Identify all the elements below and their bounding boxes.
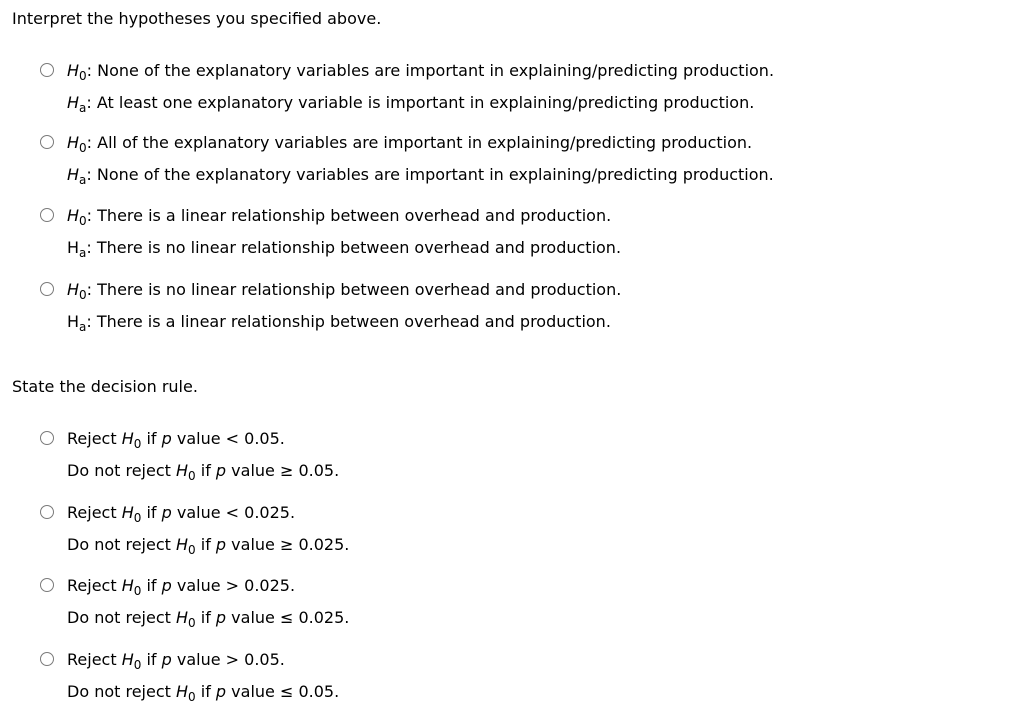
radio-button[interactable] bbox=[40, 208, 54, 222]
do-not-reject-rule: Do not reject $H_0$ if p value ≤ 0.025. bbox=[67, 608, 350, 630]
radio-button[interactable] bbox=[40, 282, 54, 296]
radio-button[interactable] bbox=[40, 63, 54, 77]
do-not-reject-rule: Do not reject $H_0$ if p value ≥ 0.025. bbox=[67, 535, 350, 557]
hypotheses-question: Interpret the hypotheses you specified above. bbox=[12, 9, 382, 28]
reject-rule: Reject $H_0$ if p value < 0.025. bbox=[67, 503, 296, 525]
radio-button[interactable] bbox=[40, 505, 54, 519]
reject-rule: Reject $H_0$ if p value > 0.025. bbox=[67, 576, 296, 598]
reject-rule: Reject $H_0$ if p value > 0.05. bbox=[67, 650, 285, 672]
alternative-hypothesis: $H_a$: At least one explanatory variable is important in explaining/predicting production. bbox=[67, 93, 755, 115]
alternative-hypothesis: $H_a$: There is a linear relationship between overhead and production. bbox=[67, 312, 611, 334]
radio-button[interactable] bbox=[40, 431, 54, 445]
radio-button[interactable] bbox=[40, 135, 54, 149]
do-not-reject-rule: Do not reject $H_0$ if p value ≤ 0.05. bbox=[67, 682, 340, 704]
decision-rule-question: State the decision rule. bbox=[12, 377, 198, 396]
null-hypothesis: $H_0$: All of the explanatory variables are important in explaining/predicting production. bbox=[67, 133, 753, 155]
radio-button[interactable] bbox=[40, 652, 54, 666]
radio-button[interactable] bbox=[40, 578, 54, 592]
null-hypothesis: $H_0$: There is no linear relationship between overhead and production. bbox=[67, 280, 622, 302]
reject-rule: Reject $H_0$ if p value < 0.05. bbox=[67, 429, 285, 451]
do-not-reject-rule: Do not reject $H_0$ if p value ≥ 0.05. bbox=[67, 461, 340, 483]
alternative-hypothesis: $H_a$: None of the explanatory variables are important in explaining/predicting production. bbox=[67, 165, 774, 187]
null-hypothesis: $H_0$: There is a linear relationship between overhead and production. bbox=[67, 206, 612, 228]
null-hypothesis: $H_0$: None of the explanatory variables are important in explaining/predicting production. bbox=[67, 61, 775, 83]
alternative-hypothesis: $H_a$: There is no linear relationship between overhead and production. bbox=[67, 238, 622, 260]
